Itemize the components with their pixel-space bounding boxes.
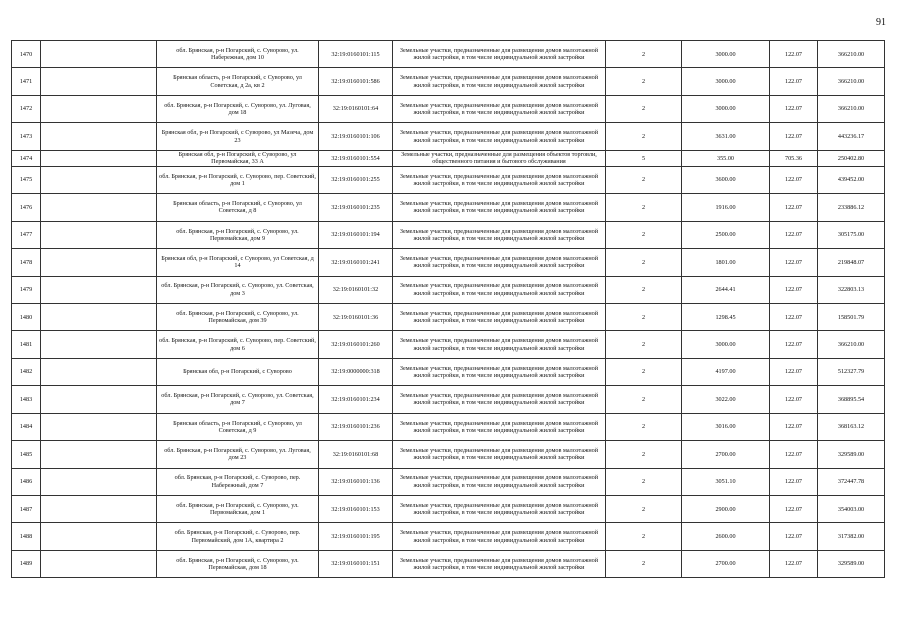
cadastral-value-cell: 317382.00 [818,523,885,550]
row-number-cell: 1473 [12,123,41,150]
spacer-cell [41,41,157,68]
table-row [12,150,885,166]
cadastral-value-cell: 329589.00 [818,441,885,468]
table-row [12,249,885,276]
spacer-cell [41,150,157,166]
address-cell: обл. Брянская, р-н Погарский, с. Суворово, ул. Набережная, дом 10 [157,41,319,68]
spacer-cell [41,413,157,440]
group-cell: 2 [606,441,682,468]
unit-value-cell: 122.07 [770,413,818,440]
land-use-cell: Земельные участки, предназначенные для размещения домов малоэтажной жилой застройки, в том числе индивидуальной жилой застройки [393,194,606,221]
row-number-cell: 1483 [12,386,41,413]
address-cell: Брянская область, р-н Погарский, с Суворово, ул Советская, д 2а, кв 2 [157,68,319,95]
spacer-cell [41,303,157,330]
area-cell: 3000.00 [682,68,770,95]
cadastral-value-cell: 366210.00 [818,331,885,358]
address-cell: обл. Брянская, р-н Погарский, с. Суворово, ул. Первомайская, дом 39 [157,303,319,330]
address-cell: Брянская область, р-н Погарский, с Суворово, ул Советская, д 8 [157,194,319,221]
address-cell: обл. Брянская, р-н Погарский, с. Суворово, ул. Первомайская, дом 18 [157,550,319,577]
spacer-cell [41,441,157,468]
cadastral-value-cell: 322803.13 [818,276,885,303]
table-row [12,68,885,95]
cadastral-value-cell: 354003.00 [818,496,885,523]
cadastral-number-cell: 32:19:0160101:260 [319,331,393,358]
table-row [12,41,885,68]
row-number-cell: 1489 [12,550,41,577]
cadastral-number-cell: 32:19:0160101:36 [319,303,393,330]
cadastral-value-cell: 329589.00 [818,550,885,577]
land-use-cell: Земельные участки, предназначенные для размещения домов малоэтажной жилой застройки, в том числе индивидуальной жилой застройки [393,249,606,276]
table-row [12,523,885,550]
cadastral-number-cell: 32:19:0160101:195 [319,523,393,550]
cadastral-value-cell: 305175.00 [818,221,885,248]
spacer-cell [41,123,157,150]
group-cell: 2 [606,413,682,440]
land-use-cell: Земельные участки, предназначенные для размещения домов малоэтажной жилой застройки, в том числе индивидуальной жилой застройки [393,95,606,122]
unit-value-cell: 122.07 [770,523,818,550]
area-cell: 3051.10 [682,468,770,495]
row-number-cell: 1479 [12,276,41,303]
land-use-cell: Земельные участки, предназначенные для размещения домов малоэтажной жилой застройки, в том числе индивидуальной жилой застройки [393,331,606,358]
page-number: 91 [876,17,886,28]
land-use-cell: Земельные участки, предназначенные для размещения объектов торговли, общественного питания и бытового обслуживания [393,150,606,166]
spacer-cell [41,358,157,385]
cadastral-value-cell: 158501.79 [818,303,885,330]
table-row [12,303,885,330]
area-cell: 2700.00 [682,550,770,577]
land-use-cell: Земельные участки, предназначенные для размещения домов малоэтажной жилой застройки, в том числе индивидуальной жилой застройки [393,166,606,193]
row-number-cell: 1485 [12,441,41,468]
land-use-cell: Земельные участки, предназначенные для размещения домов малоэтажной жилой застройки, в том числе индивидуальной жилой застройки [393,550,606,577]
area-cell: 3000.00 [682,95,770,122]
unit-value-cell: 122.07 [770,276,818,303]
row-number-cell: 1487 [12,496,41,523]
row-number-cell: 1488 [12,523,41,550]
land-use-cell: Земельные участки, предназначенные для размещения домов малоэтажной жилой застройки, в том числе индивидуальной жилой застройки [393,468,606,495]
row-number-cell: 1486 [12,468,41,495]
cadastral-value-cell: 443236.17 [818,123,885,150]
unit-value-cell: 122.07 [770,221,818,248]
group-cell: 2 [606,331,682,358]
cadastral-number-cell: 32:19:0160101:64 [319,95,393,122]
table-row [12,441,885,468]
spacer-cell [41,276,157,303]
address-cell: обл. Брянская, р-н Погарский, с. Суворово, пер. Советский, дом 6 [157,331,319,358]
row-number-cell: 1482 [12,358,41,385]
group-cell: 2 [606,386,682,413]
cadastral-value-cell: 366210.00 [818,68,885,95]
land-use-cell: Земельные участки, предназначенные для размещения домов малоэтажной жилой застройки, в том числе индивидуальной жилой застройки [393,276,606,303]
table-row [12,166,885,193]
cadastral-number-cell: 32:19:0160101:586 [319,68,393,95]
address-cell: Брянская обл, р-н Погарский, с Суворово, ул Советская, д 14 [157,249,319,276]
area-cell: 2500.00 [682,221,770,248]
spacer-cell [41,68,157,95]
group-cell: 2 [606,550,682,577]
table-row [12,496,885,523]
area-cell: 3000.00 [682,41,770,68]
unit-value-cell: 122.07 [770,358,818,385]
address-cell: Брянская обл, р-н Погарский, с Суворово, ул Первомайская, 33 А [157,150,319,166]
cadastral-value-cell: 368163.12 [818,413,885,440]
land-use-cell: Земельные участки, предназначенные для размещения домов малоэтажной жилой застройки, в том числе индивидуальной жилой застройки [393,441,606,468]
unit-value-cell: 122.07 [770,249,818,276]
land-registry-table [11,40,885,578]
spacer-cell [41,386,157,413]
cadastral-number-cell: 32:19:0160101:235 [319,194,393,221]
cadastral-value-cell: 439452.00 [818,166,885,193]
spacer-cell [41,249,157,276]
land-use-cell: Земельные участки, предназначенные для размещения домов малоэтажной жилой застройки, в том числе индивидуальной жилой застройки [393,221,606,248]
area-cell: 3000.00 [682,331,770,358]
address-cell: обл. Брянская, р-н Погарский, с. Суворово, ул. Луговая, дом 23 [157,441,319,468]
area-cell: 1298.45 [682,303,770,330]
address-cell: обл. Брянская, р-н Погарский, с. Суворово, ул. Советская, дом 7 [157,386,319,413]
cadastral-number-cell: 32:19:0160101:136 [319,468,393,495]
cadastral-value-cell: 366210.00 [818,95,885,122]
group-cell: 2 [606,166,682,193]
area-cell: 1801.00 [682,249,770,276]
cadastral-value-cell: 233886.12 [818,194,885,221]
spacer-cell [41,95,157,122]
group-cell: 2 [606,221,682,248]
address-cell: обл. Брянская, р-н Погарский, с. Суворово, пер. Набережный, дом 7 [157,468,319,495]
table-row [12,550,885,577]
unit-value-cell: 122.07 [770,331,818,358]
land-use-cell: Земельные участки, предназначенные для размещения домов малоэтажной жилой застройки, в том числе индивидуальной жилой застройки [393,303,606,330]
row-number-cell: 1476 [12,194,41,221]
group-cell: 5 [606,150,682,166]
unit-value-cell: 122.07 [770,194,818,221]
area-cell: 3016.00 [682,413,770,440]
group-cell: 2 [606,68,682,95]
group-cell: 2 [606,496,682,523]
table-row [12,123,885,150]
unit-value-cell: 122.07 [770,496,818,523]
row-number-cell: 1477 [12,221,41,248]
table-row [12,194,885,221]
cadastral-number-cell: 32:19:0160101:194 [319,221,393,248]
cadastral-number-cell: 32:19:0160101:115 [319,41,393,68]
area-cell: 2700.00 [682,441,770,468]
cadastral-number-cell: 32:19:0160101:68 [319,441,393,468]
table-row [12,221,885,248]
table-row [12,276,885,303]
spacer-cell [41,194,157,221]
spacer-cell [41,166,157,193]
cadastral-value-cell: 368895.54 [818,386,885,413]
address-cell: обл. Брянская, р-н Погарский, с. Суворово, ул. Первомайская, дом 1 [157,496,319,523]
table-row [12,468,885,495]
unit-value-cell: 122.07 [770,441,818,468]
group-cell: 2 [606,358,682,385]
land-use-cell: Земельные участки, предназначенные для размещения домов малоэтажной жилой застройки, в том числе индивидуальной жилой застройки [393,41,606,68]
land-use-cell: Земельные участки, предназначенные для размещения домов малоэтажной жилой застройки, в том числе индивидуальной жилой застройки [393,358,606,385]
land-use-cell: Земельные участки, предназначенные для размещения домов малоэтажной жилой застройки, в том числе индивидуальной жилой застройки [393,123,606,150]
unit-value-cell: 122.07 [770,468,818,495]
cadastral-value-cell: 366210.00 [818,41,885,68]
address-cell: обл. Брянская, р-н Погарский, с. Суворово, ул. Первомайская, дом 9 [157,221,319,248]
land-use-cell: Земельные участки, предназначенные для размещения домов малоэтажной жилой застройки, в том числе индивидуальной жилой застройки [393,413,606,440]
area-cell: 355.00 [682,150,770,166]
area-cell: 3600.00 [682,166,770,193]
unit-value-cell: 705.36 [770,150,818,166]
group-cell: 2 [606,523,682,550]
unit-value-cell: 122.07 [770,550,818,577]
row-number-cell: 1471 [12,68,41,95]
cadastral-number-cell: 32:19:0160101:241 [319,249,393,276]
cadastral-number-cell: 32:19:0160101:153 [319,496,393,523]
row-number-cell: 1474 [12,150,41,166]
spacer-cell [41,550,157,577]
cadastral-number-cell: 32:19:0160101:255 [319,166,393,193]
land-use-cell: Земельные участки, предназначенные для размещения домов малоэтажной жилой застройки, в том числе индивидуальной жилой застройки [393,68,606,95]
spacer-cell [41,221,157,248]
unit-value-cell: 122.07 [770,41,818,68]
address-cell: обл. Брянская, р-н Погарский, с. Суворово, пер. Первомайский, дом 1А, квартира 2 [157,523,319,550]
group-cell: 2 [606,249,682,276]
area-cell: 3631.00 [682,123,770,150]
area-cell: 3022.00 [682,386,770,413]
area-cell: 2900.00 [682,496,770,523]
cadastral-number-cell: 32:19:0160101:236 [319,413,393,440]
unit-value-cell: 122.07 [770,303,818,330]
row-number-cell: 1484 [12,413,41,440]
address-cell: обл. Брянская, р-н Погарский, с. Суворово, ул. Советская, дом 3 [157,276,319,303]
cadastral-number-cell: 32:19:0160101:106 [319,123,393,150]
address-cell: обл. Брянская, р-н Погарский, с. Суворово, пер. Советский, дом 1 [157,166,319,193]
area-cell: 1916.00 [682,194,770,221]
row-number-cell: 1478 [12,249,41,276]
cadastral-value-cell: 372447.78 [818,468,885,495]
cadastral-value-cell: 219848.07 [818,249,885,276]
spacer-cell [41,468,157,495]
land-use-cell: Земельные участки, предназначенные для размещения домов малоэтажной жилой застройки, в том числе индивидуальной жилой застройки [393,386,606,413]
cadastral-value-cell: 250402.80 [818,150,885,166]
group-cell: 2 [606,95,682,122]
group-cell: 2 [606,41,682,68]
area-cell: 4197.00 [682,358,770,385]
cadastral-number-cell: 32:19:0160101:151 [319,550,393,577]
table-row [12,331,885,358]
row-number-cell: 1480 [12,303,41,330]
cadastral-value-cell: 512327.79 [818,358,885,385]
unit-value-cell: 122.07 [770,123,818,150]
table-row [12,95,885,122]
area-cell: 2600.00 [682,523,770,550]
group-cell: 2 [606,468,682,495]
land-use-cell: Земельные участки, предназначенные для размещения домов малоэтажной жилой застройки, в том числе индивидуальной жилой застройки [393,523,606,550]
unit-value-cell: 122.07 [770,386,818,413]
group-cell: 2 [606,276,682,303]
group-cell: 2 [606,123,682,150]
table-row [12,386,885,413]
spacer-cell [41,331,157,358]
group-cell: 2 [606,303,682,330]
address-cell: Брянская область, р-н Погарский, с Суворово, ул Советская, д 9 [157,413,319,440]
address-cell: Брянская обл, р-н Погарский, с Суворово [157,358,319,385]
area-cell: 2644.41 [682,276,770,303]
cadastral-number-cell: 32:19:0000000:318 [319,358,393,385]
spacer-cell [41,523,157,550]
unit-value-cell: 122.07 [770,166,818,193]
group-cell: 2 [606,194,682,221]
address-cell: обл. Брянская, р-н Погарский, с. Суворово, ул. Луговая, дом 18 [157,95,319,122]
land-use-cell: Земельные участки, предназначенные для размещения домов малоэтажной жилой застройки, в том числе индивидуальной жилой застройки [393,496,606,523]
unit-value-cell: 122.07 [770,68,818,95]
row-number-cell: 1470 [12,41,41,68]
row-number-cell: 1481 [12,331,41,358]
cadastral-number-cell: 32:19:0160101:554 [319,150,393,166]
row-number-cell: 1472 [12,95,41,122]
spacer-cell [41,496,157,523]
unit-value-cell: 122.07 [770,95,818,122]
address-cell: Брянская обл, р-н Погарский, с Суворово, ул Мазеча, дом 23 [157,123,319,150]
row-number-cell: 1475 [12,166,41,193]
cadastral-number-cell: 32:19:0160101:32 [319,276,393,303]
table-row [12,358,885,385]
cadastral-number-cell: 32:19:0160101:234 [319,386,393,413]
table-row [12,413,885,440]
